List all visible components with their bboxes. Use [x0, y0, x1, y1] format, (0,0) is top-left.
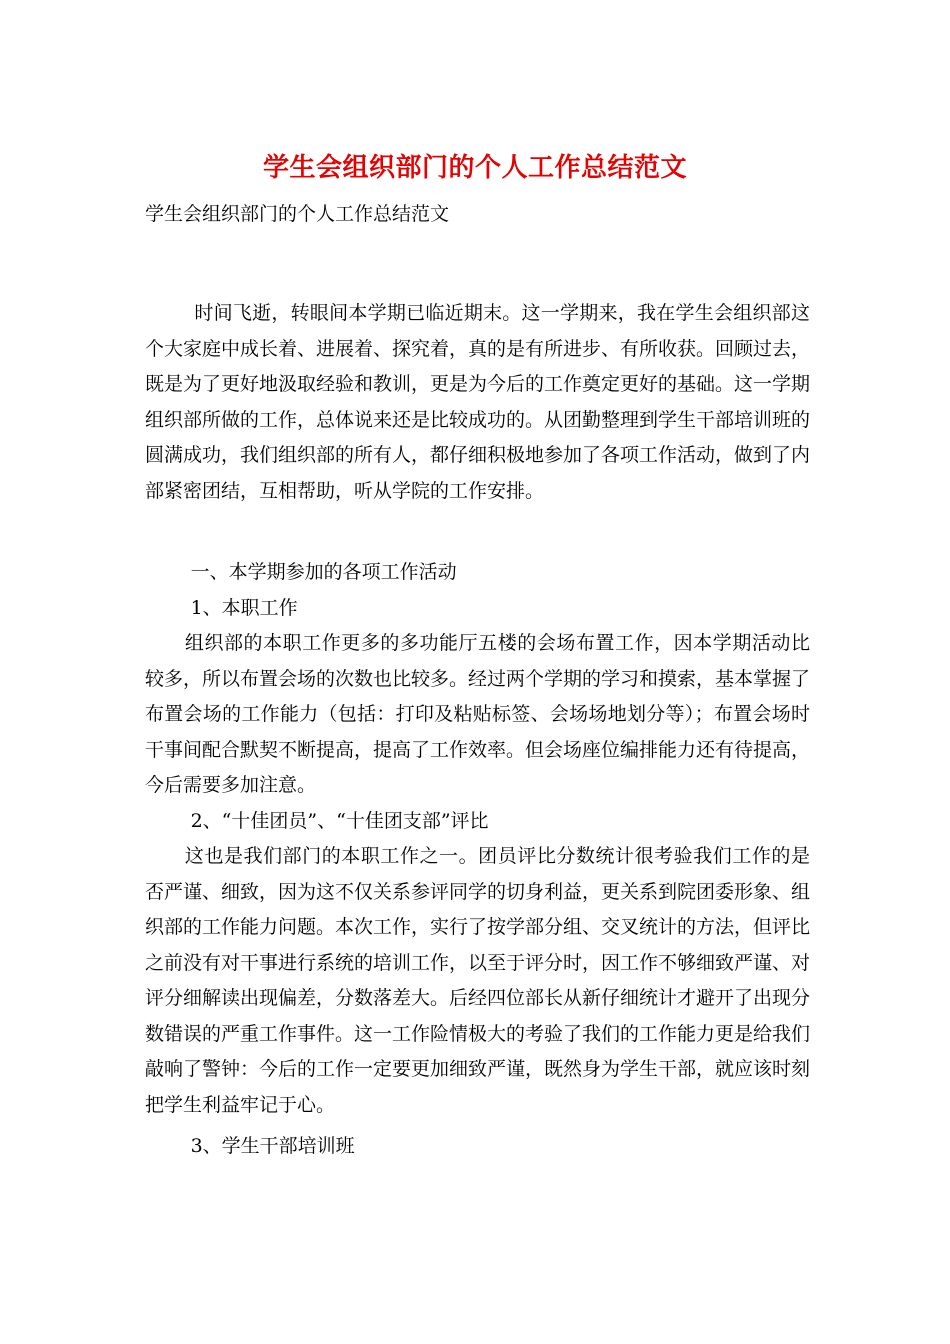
- item1-heading: 1、本职工作: [190, 596, 298, 619]
- item1-paragraph: 组织部的本职工作更多的多功能厅五楼的会场布置工作，因本学期活动比较多，所以布置会场的次数也比较多。经过两个学期的学习和摸索，基本掌握了布置会场的工作能力（包括：打印及粘贴标签、会场场地划分等）；布置会场时干事间配合默契不断提高，提高了工作效率。但会场座位编排能力还有待提高，今后需要多加注意。: [145, 632, 811, 796]
- section-1: [145, 555, 810, 1165]
- intro-paragraph: 时间飞逝，转眼间本学期已临近期末。这一学期来，我在学生会组织部这个大家庭中成长着、进展着、探究着，真的是有所进步、有所收获。回顾过去，既是为了更好地汲取经验和教训，更是为今后的工作奠定更好的基础。这一学期组织部所做的工作，总体说来还是比较成功的。从团勤整理到学生干部培训班的圆满成功，我们组织部的所有人，都仔细积极地参加了各项工作活动，做到了内部紧密团结，互相帮助，听从学院的工作安排。: [145, 302, 811, 502]
- document-title: 学生会组织部门的个人工作总结范文: [262, 153, 687, 183]
- item2-heading: 2、“十佳团员”、“十佳团支部”评比: [190, 809, 489, 832]
- item2-paragraph: 这也是我们部门的本职工作之一。团员评比分数统计很考验我们工作的是否严谨、细致，因为这不仅关系参评同学的切身利益，更关系到院团委形象、组织部的工作能力问题。本次工作，实行了按学部分组、交叉统计的方法，但评比之前没有对干事进行系统的培训工作，以至于评分时，因工作不够细致严谨、对评分细解读出现偏差，分数落差大。后经四位部长从新仔细统计才避开了出现分数错误的严重工作事件。这一工作险情极大的考验了我们的工作能力更是给我们敲响了警钟：今后的工作一定要更加细致严谨，既然身为学生干部，就应该时刻把学生利益牢记于心。: [145, 845, 811, 1116]
- document-subtitle: 学生会组织部门的个人工作总结范文: [145, 203, 450, 225]
- intro-section: [145, 296, 810, 509]
- item3-heading: 3、学生干部培训班: [190, 1135, 355, 1157]
- section1-heading: 一、本学期参加的各项工作活动: [190, 561, 457, 583]
